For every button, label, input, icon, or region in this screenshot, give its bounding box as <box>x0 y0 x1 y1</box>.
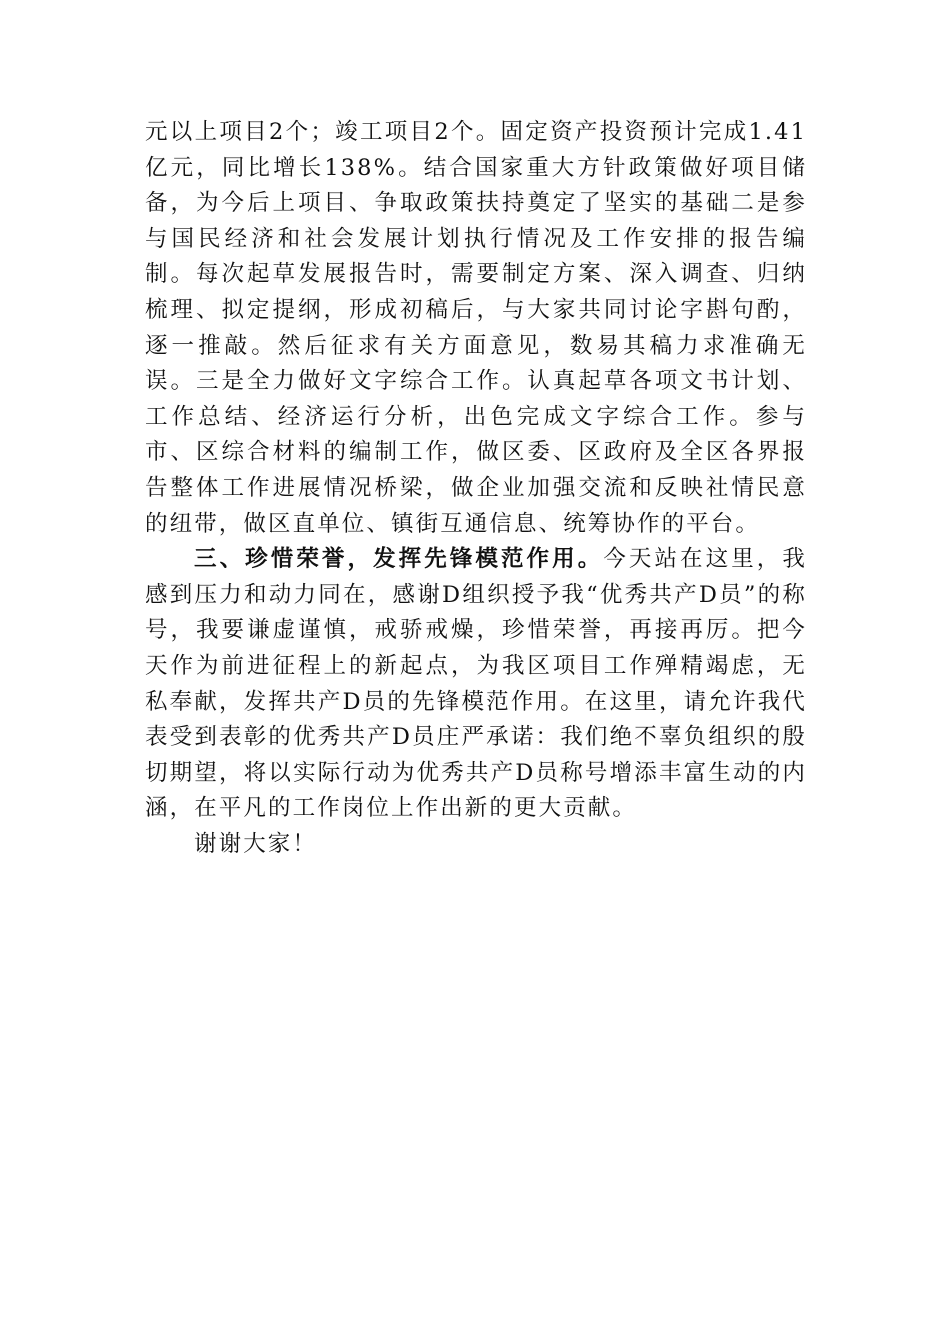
document-body <box>145 115 807 862</box>
paragraph-continued: 元以上项目2个；竣工项目2个。固定资产投资预计完成1.41亿元，同比增长138%。结合国家重大方针政策做好项目储备，为今后上项目、争取政策扶持奠定了坚实的基础二是参与国民经济和社会发展计划执行情况及工作安排的报告编制。每次起草发展报告时，需要制定方案、深入调查、归纳梳理、拟定提纲，形成初稿后，与大家共同讨论字斟句酌，逐一推敲。然后征求有关方面意见，数易其稿力求准确无误。三是全力做好文字综合工作。认真起草各项文书计划、工作总结、经济运行分析，出色完成文字综合工作。参与市、区综合材料的编制工作，做区委、区政府及全区各界报告整体工作进展情况桥梁，做企业加强交流和反映社情民意的纽带，做区直单位、镇街互通信息、统筹协作的平台。 <box>145 119 807 537</box>
closing-thanks: 谢谢大家！ <box>194 830 318 857</box>
paragraph-section-three <box>145 542 807 827</box>
section-heading: 三、珍惜荣誉，发挥先锋模范作用。 <box>194 546 604 573</box>
section-body: 今天站在这里，我感到压力和动力同在，感谢D组织授予我“优秀共产D员”的称号，我要谦虚谨慎，戒骄戒燥，珍惜荣誉，再接再厉。把今天作为前进征程上的新起点，为我区项目工作殚精竭虑，无私奉献，发挥共产D员的先锋模范作用。在这里，请允许我代表受到表彰的优秀共产D员庄严承诺：我们绝不辜负组织的殷切期望，将以实际行动为优秀共产D员称号增添丰富生动的内涵，在平凡的工作岗位上作出新的更大贡献。 <box>145 546 807 822</box>
